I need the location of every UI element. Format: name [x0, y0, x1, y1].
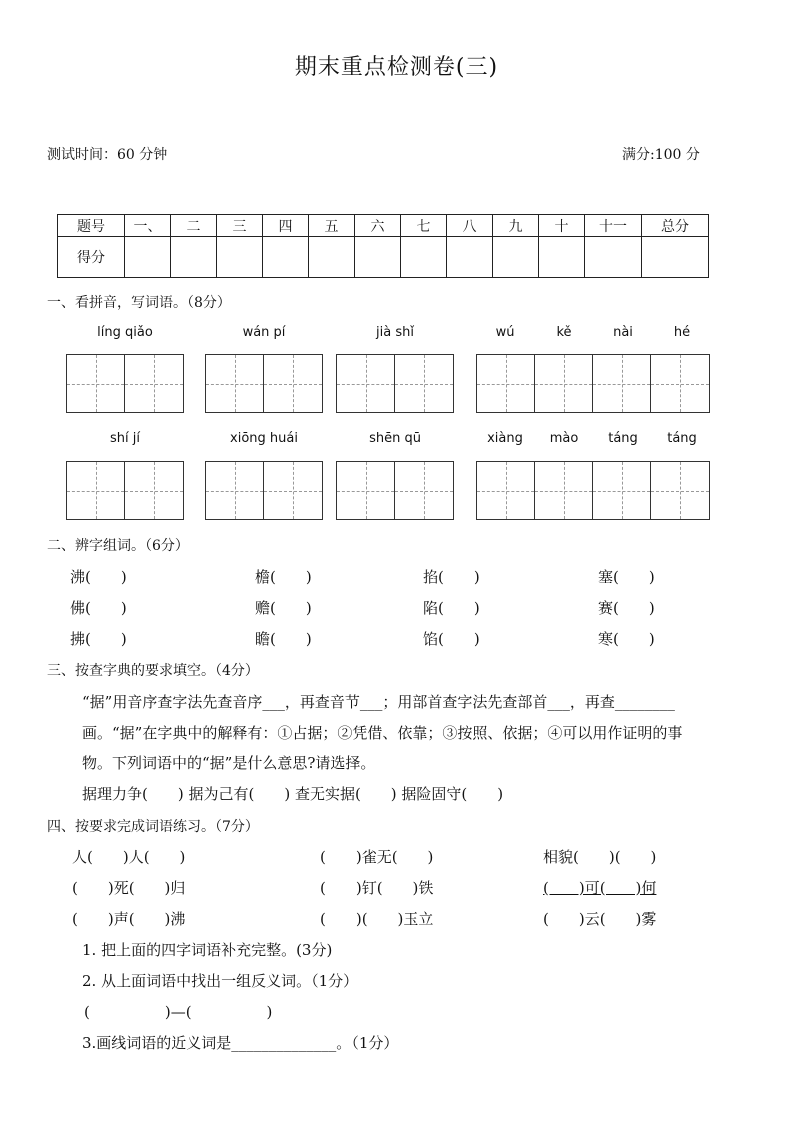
char-item[interactable]: 沸( )	[70, 568, 127, 586]
char-item[interactable]: 赛( )	[598, 599, 655, 617]
table-header-cell: 十	[539, 215, 585, 237]
section4-question: 2. 从上面词语中找出一组反义词。（1分）	[82, 972, 359, 990]
section4-question: 1. 把上面的四字词语补充完整。(3分)	[82, 941, 333, 959]
score-cell[interactable]	[493, 237, 539, 278]
idiom-item[interactable]: ( )云( )雾	[543, 910, 657, 928]
section4-heading: 四、按要求完成词语练习。（7分）	[47, 819, 259, 835]
idiom-item[interactable]: 相貌( )( )	[543, 848, 657, 866]
table-header-cell: 七	[401, 215, 447, 237]
score-cell[interactable]	[355, 237, 401, 278]
char-item[interactable]: 瞻( )	[255, 630, 312, 648]
idiom-item[interactable]: ( )( )玉立	[320, 910, 434, 928]
pinyin-label: hé	[673, 325, 691, 340]
char-item[interactable]: 馅( )	[423, 630, 480, 648]
writing-grid[interactable]	[66, 461, 184, 520]
section3-heading: 三、按查字典的要求填空。（4分）	[47, 663, 259, 679]
idiom-item[interactable]: ( )声( )沸	[72, 910, 186, 928]
pinyin-label: táng	[608, 431, 638, 446]
table-header-cell: 六	[355, 215, 401, 237]
pinyin-label: táng	[667, 431, 697, 446]
writing-grid[interactable]	[66, 354, 184, 413]
score-cell[interactable]	[309, 237, 355, 278]
score-cell[interactable]	[447, 237, 493, 278]
section3-line: “据”用音序查字法先查音序___，再查音节___；用部首查字法先查部首___，再查________	[82, 693, 675, 711]
score-cell[interactable]	[171, 237, 217, 278]
section3-line: 物。下列词语中的“据”是什么意思?请选择。	[82, 754, 376, 772]
table-header-cell: 三	[217, 215, 263, 237]
section2-heading: 二、辨字组词。（6分）	[47, 538, 189, 554]
score-row-label: 得分	[58, 237, 125, 278]
char-item[interactable]: 陷( )	[423, 599, 480, 617]
pinyin-label: xiōng huái	[230, 431, 298, 446]
idiom-item[interactable]: ( )钉( )铁	[320, 879, 434, 897]
pinyin-label: kě	[556, 325, 572, 340]
writing-grid[interactable]	[476, 461, 710, 520]
score-cell[interactable]	[217, 237, 263, 278]
pinyin-label: wú	[495, 325, 515, 340]
char-item[interactable]: 赡( )	[255, 599, 312, 617]
section3-line: 画。“据”在字典中的解释有：①占据；②凭借、依靠；③按照、依据；④可以用作证明的事	[82, 724, 683, 742]
writing-grid[interactable]	[336, 354, 454, 413]
pinyin-label: nài	[613, 325, 633, 340]
idiom-item[interactable]: 人( )人( )	[72, 848, 186, 866]
table-header-cell: 题号	[58, 215, 125, 237]
underlined-idiom-item[interactable]: ( )可( )何	[543, 879, 657, 897]
pinyin-label: mào	[549, 431, 579, 446]
table-header-cell: 八	[447, 215, 493, 237]
table-header-cell: 总分	[642, 215, 709, 237]
score-cell[interactable]	[539, 237, 585, 278]
char-item[interactable]: 檐( )	[255, 568, 312, 586]
page-title: 期末重点检测卷(三)	[294, 55, 499, 80]
antonym-answer[interactable]: ( )—( )	[84, 1003, 273, 1021]
idiom-item[interactable]: ( )雀无( )	[320, 848, 434, 866]
section3-choices[interactable]: 据理力争( ) 据为己有( ) 查无实据( ) 据险固守( )	[82, 785, 504, 803]
writing-grid[interactable]	[476, 354, 710, 413]
pinyin-label: jià shǐ	[376, 325, 414, 340]
char-item[interactable]: 佛( )	[70, 599, 127, 617]
score-cell[interactable]	[642, 237, 709, 278]
pinyin-label: shēn qū	[369, 431, 421, 446]
section1-heading: 一、看拼音，写词语。（8分）	[47, 295, 231, 311]
score-cell[interactable]	[263, 237, 309, 278]
pinyin-label: xiàng	[487, 431, 523, 446]
writing-grid[interactable]	[205, 461, 323, 520]
writing-grid[interactable]	[205, 354, 323, 413]
char-item[interactable]: 塞( )	[598, 568, 655, 586]
score-cell[interactable]	[125, 237, 171, 278]
table-header-cell: 十一	[585, 215, 642, 237]
pinyin-label: wán pí	[242, 325, 286, 340]
char-item[interactable]: 掐( )	[423, 568, 480, 586]
pinyin-label: líng qiǎo	[97, 325, 153, 340]
test-time: 测试时间：60 分钟	[47, 147, 168, 163]
section4-question: 3.画线词语的近义词是______________。（1分）	[82, 1034, 399, 1052]
table-header-cell: 五	[309, 215, 355, 237]
char-item[interactable]: 寒( )	[598, 630, 655, 648]
table-header-cell: 九	[493, 215, 539, 237]
full-score: 满分:100 分	[622, 147, 700, 163]
char-item[interactable]: 拂( )	[70, 630, 127, 648]
writing-grid[interactable]	[336, 461, 454, 520]
table-header-cell: 一、	[125, 215, 171, 237]
pinyin-label: shí jí	[110, 431, 140, 446]
idiom-item[interactable]: ( )死( )归	[72, 879, 186, 897]
table-header-cell: 二	[171, 215, 217, 237]
score-cell[interactable]	[401, 237, 447, 278]
score-cell[interactable]	[585, 237, 642, 278]
score-table	[57, 214, 709, 278]
table-header-cell: 四	[263, 215, 309, 237]
